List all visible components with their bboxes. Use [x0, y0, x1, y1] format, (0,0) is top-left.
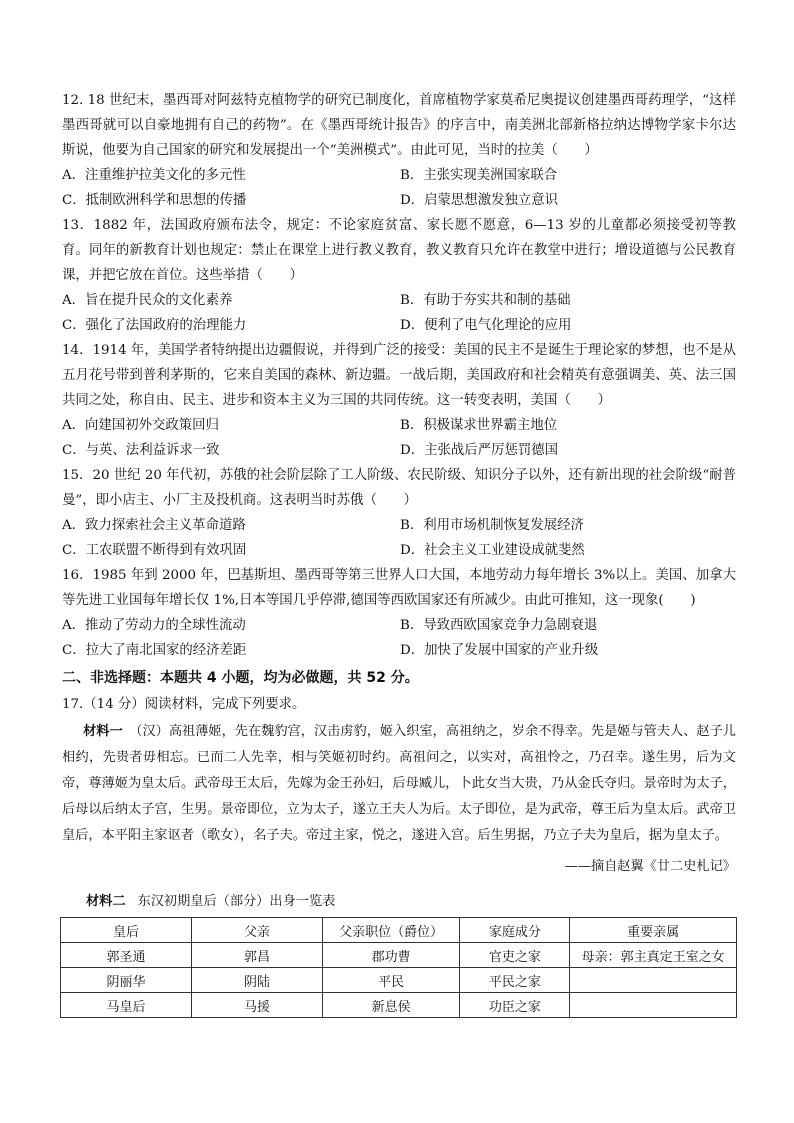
options	[62, 513, 736, 563]
option-b: B．积极谋求世界霸主地位	[400, 418, 558, 433]
option-d: D．社会主义工业建设成就斐然	[400, 543, 585, 558]
table-cell: 阴丽华	[61, 968, 192, 993]
option-a: A．旨在提升民众的文化素养	[62, 293, 233, 308]
question-stem: 13．1882 年，法国政府颁布法令，规定：不论家庭贫富、家长愿不愿意，6—13 岁的儿童都必须接受初等教育。同年的新教育计划也规定：禁止在课堂上进行教义教育，教义教育只允许在教堂中进行；增设道德与公民教育课，并把它放在首位。这些举措（ ）	[62, 218, 736, 283]
material-two-label: 材料二	[86, 894, 126, 909]
option-b: B．主张实现美洲国家联合	[400, 168, 558, 183]
table-caption: 东汉初期皇后（部分）出身一览表	[137, 894, 336, 909]
table-cell: 阴陆	[192, 968, 323, 993]
section-heading: 二、非选择题：本题共 4 小题，均为必做题，共 52 分。	[62, 670, 419, 686]
table-cell: 官吏之家	[460, 943, 570, 968]
option-c: C．拉大了南北国家的经济差距	[62, 643, 247, 658]
question-12	[62, 88, 736, 213]
material-one-text: （汉）高祖薄姬，先在魏豹宫，汉击虏豹，姬入织室，高祖纳之，岁余不得幸。先是姬与管夫人、赵子儿相约，先贵者毋相忘。已而二人先幸，相与笑姬初时约。高祖问之，以实对，高祖怜之，乃召幸。遂生男，后为文帝，尊薄姬为皇太后。武帝母王太后，先嫁为金王孙妇，后母臧儿，卜此女当大贵，乃从金氏夺归。景帝时为太子，后母以后纳太子宫，生男。景帝即位，立为太子，遂立王夫人为后。太子即位，是为武帝，尊王后为皇太后。武帝卫皇后，本平阳主家讴者（歌女），名子夫。帝过主家，悦之，遂进入宫。后生男据，乃立子夫为皇后，据为皇太子。	[62, 724, 736, 843]
table-header: 皇后	[61, 918, 192, 943]
option-b: B．有助于夯实共和制的基础	[400, 293, 571, 308]
question-stem: 14．1914 年，美国学者特纳提出边疆假说，并得到广泛的接受：美国的民主不是诞生于理论家的梦想，也不是从五月花号带到普利茅斯的，它来自美国的森林、新边疆。一战后期，美国政府和社会精英有意强调美、英、法三国共同之处，称自由、民主、进步和资本主义为三国的共同传统。这一转变表明，美国（ ）	[62, 343, 736, 408]
table-header: 家庭成分	[460, 918, 570, 943]
table-row	[61, 943, 737, 968]
material-one	[62, 719, 736, 849]
table-cell: 马援	[192, 993, 323, 1018]
option-b: B．导致西欧国家竞争力急剧衰退	[400, 618, 598, 633]
table-cell: 郡功曹	[322, 943, 459, 968]
option-d: D．加快了发展中国家的产业升级	[400, 643, 599, 658]
option-a: A．注重维护拉美文化的多元性	[62, 168, 246, 183]
table-header-row	[61, 918, 737, 943]
exam-page	[62, 88, 736, 1018]
options	[62, 288, 736, 338]
question-stem: 16．1985 年到 2000 年，巴基斯坦、墨西哥等第三世界人口大国，本地劳动力每年增长 3%以上。美国、加拿大等先进工业国每年增长仅 1%,日本等国几乎停滞,德国等西欧国家还有所减少。由此可推知，这一现象( )	[62, 568, 736, 608]
table-row	[61, 968, 737, 993]
option-d: D．主张战后严厉惩罚德国	[400, 443, 559, 458]
table-cell: 马皇后	[61, 993, 192, 1018]
option-d: D．启蒙思想激发独立意识	[400, 193, 559, 208]
table-cell: 母亲：郭主真定王室之女	[570, 943, 737, 968]
option-c: C．抵制欧洲科学和思想的传播	[62, 193, 247, 208]
option-a: A．致力探索社会主义革命道路	[62, 518, 246, 533]
option-b: B．利用市场机制恢复发展经济	[400, 518, 584, 533]
table-header: 父亲职位（爵位）	[322, 918, 459, 943]
table-header: 父亲	[192, 918, 323, 943]
table-cell: 平民之家	[460, 968, 570, 993]
table-cell: 功臣之家	[460, 993, 570, 1018]
option-c: C．强化了法国政府的治理能力	[62, 318, 247, 333]
empress-origin-table	[60, 917, 737, 1018]
options	[62, 163, 736, 213]
question-stem: 15．20 世纪 20 年代初，苏俄的社会阶层除了工人阶级、农民阶级、知识分子以外，还有新出现的社会阶级“耐普曼”，即小店主、小厂主及投机商。这表明当时苏俄（ ）	[62, 468, 736, 508]
table-cell	[570, 968, 737, 993]
table-cell: 新息侯	[322, 993, 459, 1018]
material-two-caption	[62, 889, 736, 915]
options	[62, 613, 736, 663]
question-17-intro: 17.（14 分）阅读材料，完成下列要求。	[62, 697, 306, 712]
question-16	[62, 563, 736, 663]
question-stem: 12. 18 世纪末，墨西哥对阿兹特克植物学的研究已制度化，首席植物学家莫希尼奥提议创建墨西哥药理学，“这样墨西哥就可以自豪地拥有自己的药物”。在《墨西哥统计报告》的序言中，南美洲北部新格拉纳达博物学家卡尔达斯说，他要为自己国家的研究和发展提出一个“美洲模式”。由此可见，当时的拉美（ ）	[62, 93, 736, 158]
table-header: 重要亲属	[570, 918, 737, 943]
table-cell: 平民	[322, 968, 459, 993]
table-cell: 郭圣通	[61, 943, 192, 968]
material-one-source: ——摘自赵翼《廿二史札记》	[564, 859, 736, 874]
options	[62, 413, 736, 463]
option-a: A．向建国初外交政策回归	[62, 418, 219, 433]
table-cell	[570, 993, 737, 1018]
option-c: C．与英、法利益诉求一致	[62, 443, 220, 458]
question-15	[62, 463, 736, 563]
material-one-label: 材料一	[83, 724, 123, 739]
option-a: A．推动了劳动力的全球性流动	[62, 618, 246, 633]
table-cell: 郭昌	[192, 943, 323, 968]
question-14	[62, 338, 736, 463]
option-c: C．工农联盟不断得到有效巩固	[62, 543, 247, 558]
table-row	[61, 993, 737, 1018]
question-13	[62, 213, 736, 338]
option-d: D．便利了电气化理论的应用	[400, 318, 572, 333]
